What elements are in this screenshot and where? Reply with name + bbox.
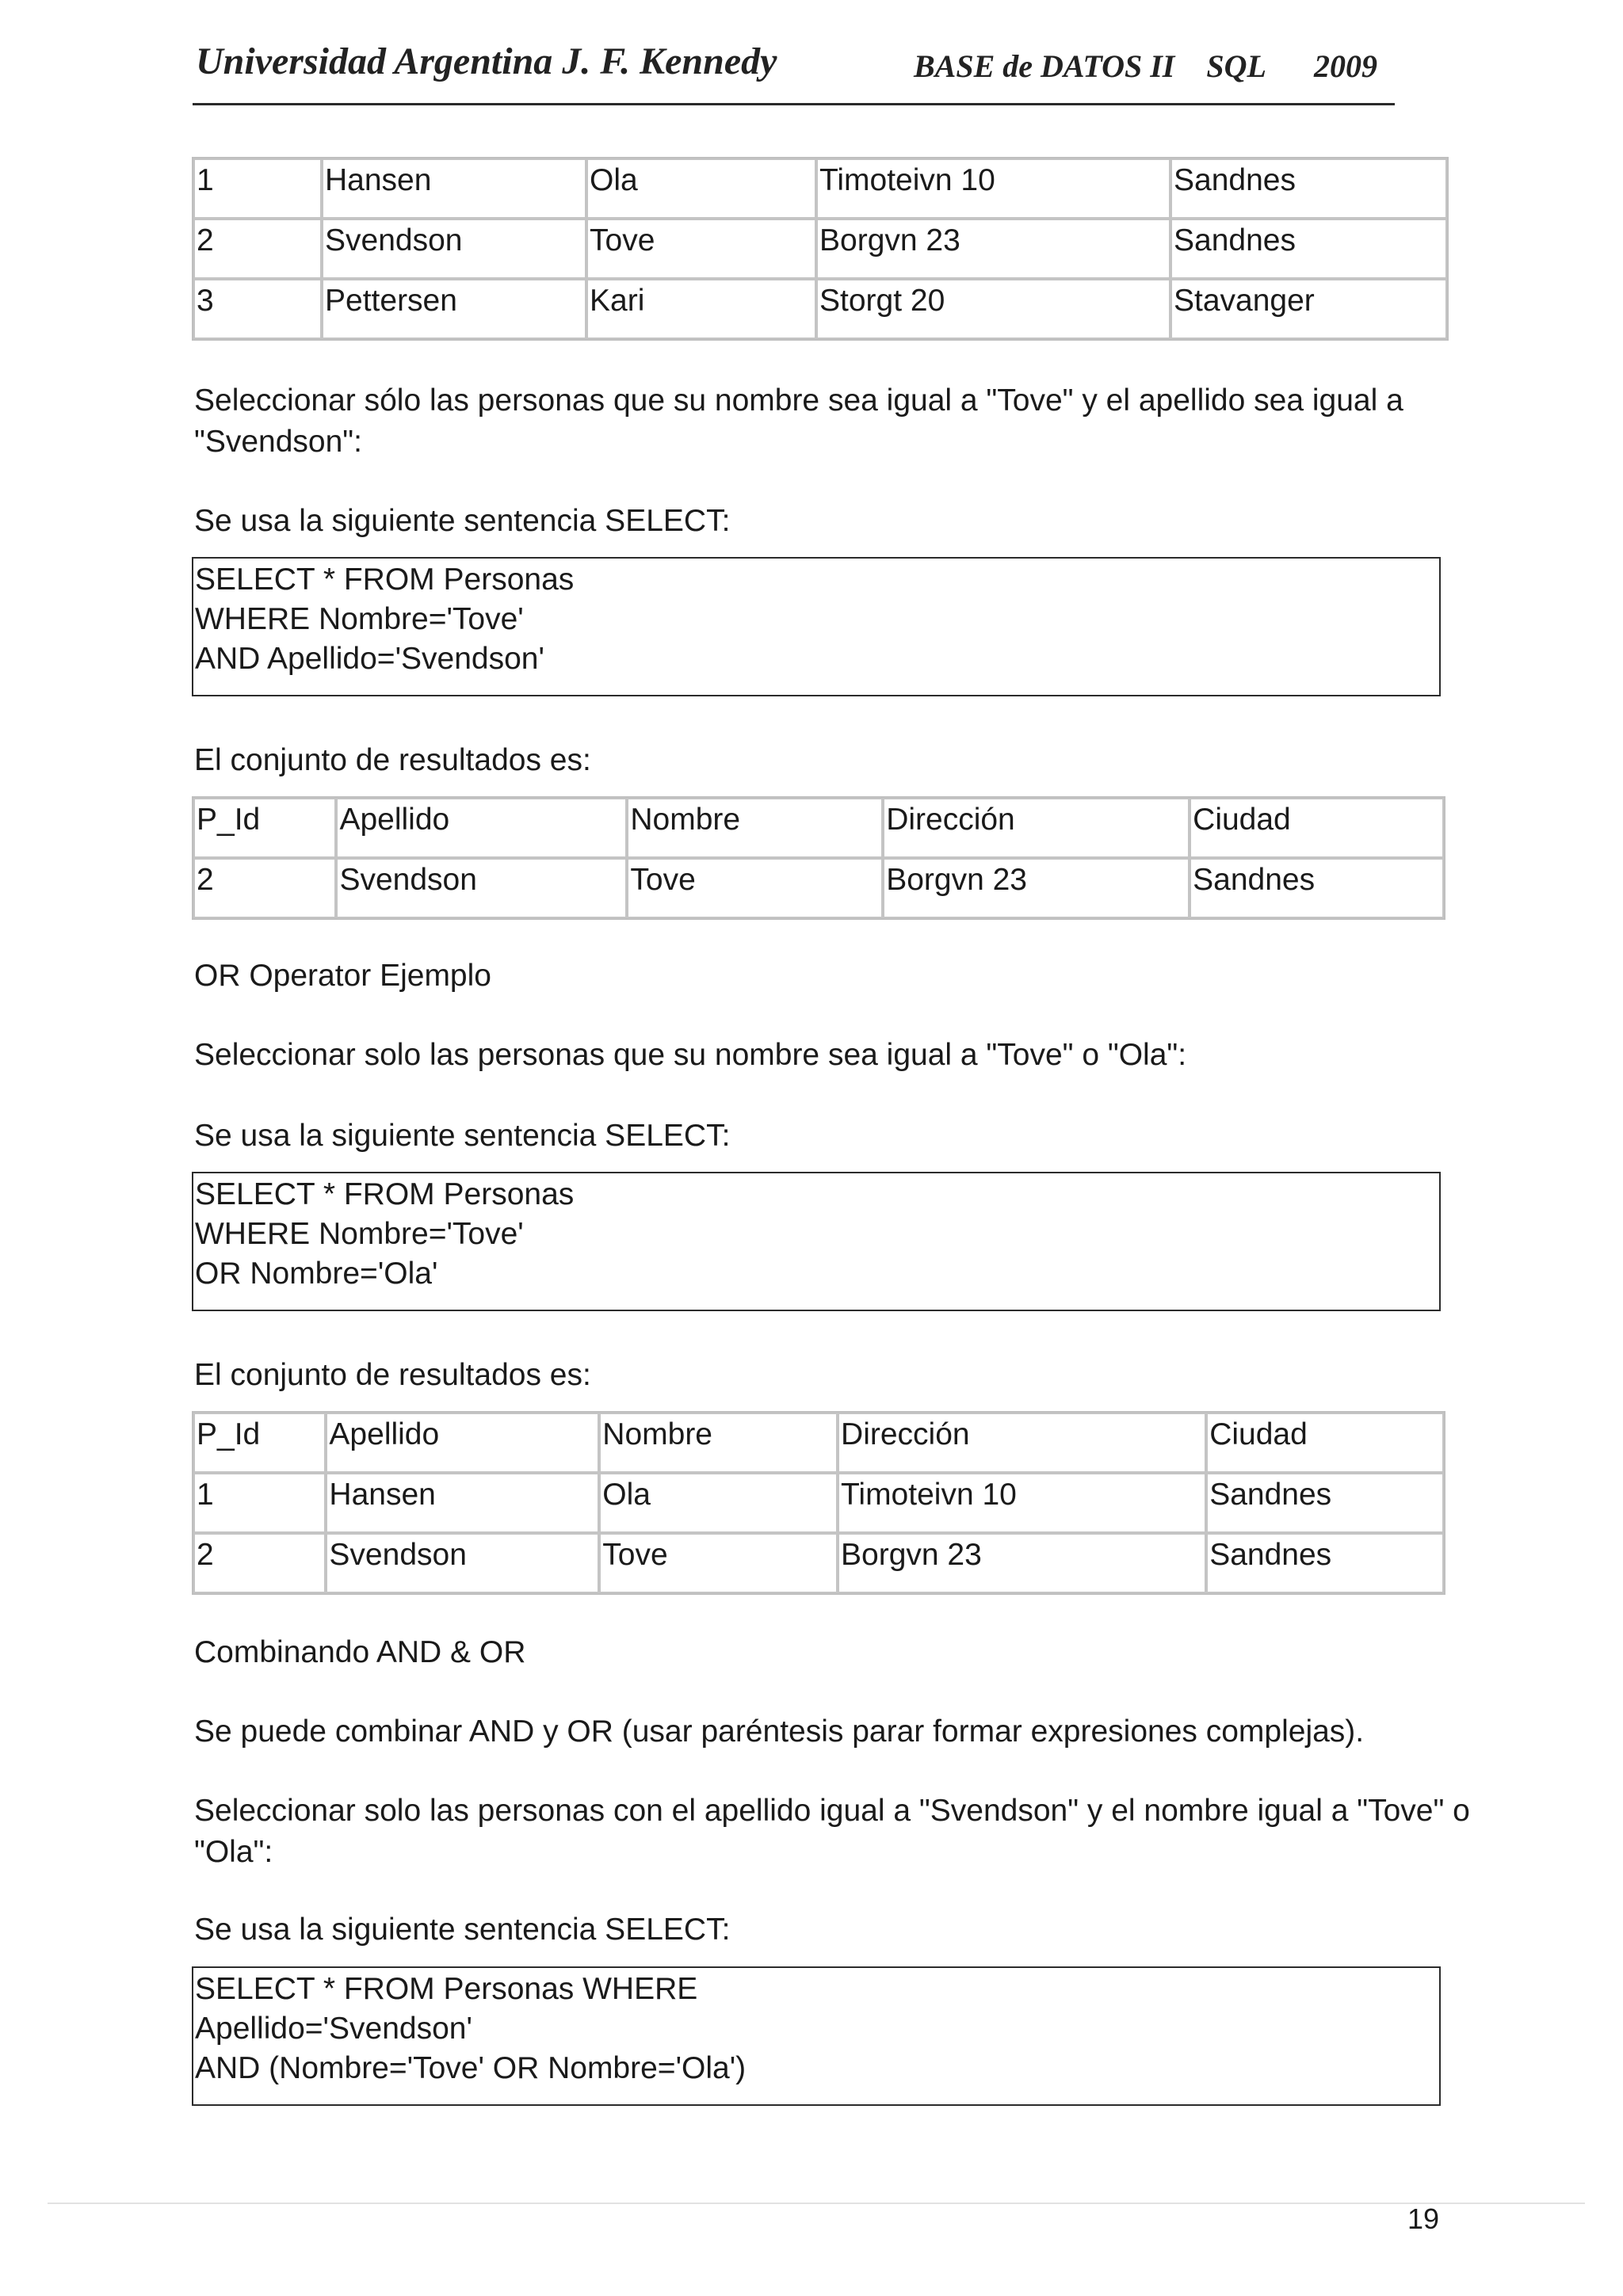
combined-note: Se puede combinar AND y OR (usar paréntesis parar formar expresiones complejas). xyxy=(194,1714,1365,1749)
table-cell: 2 xyxy=(193,219,322,279)
table-cell: Ola xyxy=(586,158,816,219)
table-row xyxy=(193,858,1444,918)
code-line: Apellido='Svendson' xyxy=(195,2012,472,2046)
table-cell: Sandnes xyxy=(1170,219,1447,279)
code-line: AND Apellido='Svendson' xyxy=(195,642,544,676)
combined-uses-text: Se usa la siguiente sentencia SELECT: xyxy=(194,1913,731,1947)
combined-intro-line-2: "Ola": xyxy=(194,1835,273,1869)
table-cell: Tove xyxy=(627,858,883,918)
code-line: SELECT * FROM Personas xyxy=(195,1177,575,1211)
table-cell: Ola xyxy=(599,1473,838,1533)
table-cell: Svendson xyxy=(336,858,627,918)
and-intro-line-2: "Svendson": xyxy=(194,425,362,459)
and-result-table xyxy=(192,796,1445,920)
table-cell: Timoteivn 10 xyxy=(816,158,1170,219)
table-cell: Borgvn 23 xyxy=(816,219,1170,279)
combined-intro-line-1: Seleccionar solo las personas con el apellido igual a "Svendson" y el nombre igual a "Tove" o xyxy=(194,1794,1470,1828)
table-cell: Timoteivn 10 xyxy=(838,1473,1206,1533)
persons-table-continued xyxy=(192,157,1449,341)
or-uses-text: Se usa la siguiente sentencia SELECT: xyxy=(194,1119,731,1153)
column-header: P_Id xyxy=(193,1413,326,1473)
column-header: Nombre xyxy=(599,1413,838,1473)
table-cell: Tove xyxy=(599,1533,838,1593)
or-heading: OR Operator Ejemplo xyxy=(194,959,491,993)
code-line: WHERE Nombre='Tove' xyxy=(195,1217,524,1251)
table-cell: Stavanger xyxy=(1170,279,1447,339)
course-info xyxy=(914,48,1377,85)
table-cell: 1 xyxy=(193,1473,326,1533)
and-sql-code-box xyxy=(192,557,1441,696)
and-result-label: El conjunto de resultados es: xyxy=(194,743,591,777)
table-row xyxy=(193,279,1447,339)
table-cell: Svendson xyxy=(322,219,586,279)
table-cell: Sandnes xyxy=(1190,858,1444,918)
table-cell: Hansen xyxy=(322,158,586,219)
column-header: Ciudad xyxy=(1206,1413,1444,1473)
table-cell: 1 xyxy=(193,158,322,219)
column-header: Dirección xyxy=(883,798,1190,858)
table-cell: Pettersen xyxy=(322,279,586,339)
table-cell: Borgvn 23 xyxy=(838,1533,1206,1593)
table-cell: 2 xyxy=(193,858,336,918)
table-cell: Svendson xyxy=(326,1533,599,1593)
table-cell: 3 xyxy=(193,279,322,339)
code-line: SELECT * FROM Personas xyxy=(195,563,575,597)
page-header xyxy=(193,38,1395,105)
and-uses-text: Se usa la siguiente sentencia SELECT: xyxy=(194,504,731,538)
and-intro-text xyxy=(194,380,1403,463)
table-cell: Tove xyxy=(586,219,816,279)
table-row xyxy=(193,219,1447,279)
page-number: 19 xyxy=(1407,2203,1440,2235)
table-row xyxy=(193,1473,1444,1533)
combined-sql-code-box xyxy=(192,1966,1441,2106)
table-cell: Kari xyxy=(586,279,816,339)
column-header: Dirección xyxy=(838,1413,1206,1473)
table-row xyxy=(193,158,1447,219)
table-cell: Hansen xyxy=(326,1473,599,1533)
course-name: BASE de DATOS II xyxy=(914,48,1175,84)
or-result-label: El conjunto de resultados es: xyxy=(194,1358,591,1392)
code-line: AND (Nombre='Tove' OR Nombre='Ola') xyxy=(195,2051,747,2085)
column-header: Apellido xyxy=(336,798,627,858)
table-cell: Sandnes xyxy=(1206,1533,1444,1593)
column-header: Ciudad xyxy=(1190,798,1444,858)
table-cell: Sandnes xyxy=(1170,158,1447,219)
column-header: Nombre xyxy=(627,798,883,858)
column-header: P_Id xyxy=(193,798,336,858)
or-result-table xyxy=(192,1411,1445,1595)
or-intro-text: Seleccionar solo las personas que su nombre sea igual a "Tove" o "Ola": xyxy=(194,1038,1187,1072)
combined-heading: Combinando AND & OR xyxy=(194,1635,526,1669)
table-cell: Storgt 20 xyxy=(816,279,1170,339)
combined-intro-text xyxy=(194,1791,1470,1873)
code-line: SELECT * FROM Personas WHERE xyxy=(195,1972,698,2006)
or-sql-code-box xyxy=(192,1172,1441,1311)
column-header: Apellido xyxy=(326,1413,599,1473)
course-year: 2009 xyxy=(1313,48,1377,84)
code-line: OR Nombre='Ola' xyxy=(195,1257,438,1291)
course-topic: SQL xyxy=(1206,48,1266,84)
table-row xyxy=(193,1533,1444,1593)
university-title: Universidad Argentina J. F. Kennedy xyxy=(196,40,777,82)
table-cell: Sandnes xyxy=(1206,1473,1444,1533)
table-header-row xyxy=(193,1413,1444,1473)
footer-divider xyxy=(48,2203,1585,2204)
table-cell: 2 xyxy=(193,1533,326,1593)
and-intro-line-1: Seleccionar sólo las personas que su nombre sea igual a "Tove" y el apellido sea igual a xyxy=(194,383,1403,418)
code-line: WHERE Nombre='Tove' xyxy=(195,602,524,636)
table-header-row xyxy=(193,798,1444,858)
table-cell: Borgvn 23 xyxy=(883,858,1190,918)
